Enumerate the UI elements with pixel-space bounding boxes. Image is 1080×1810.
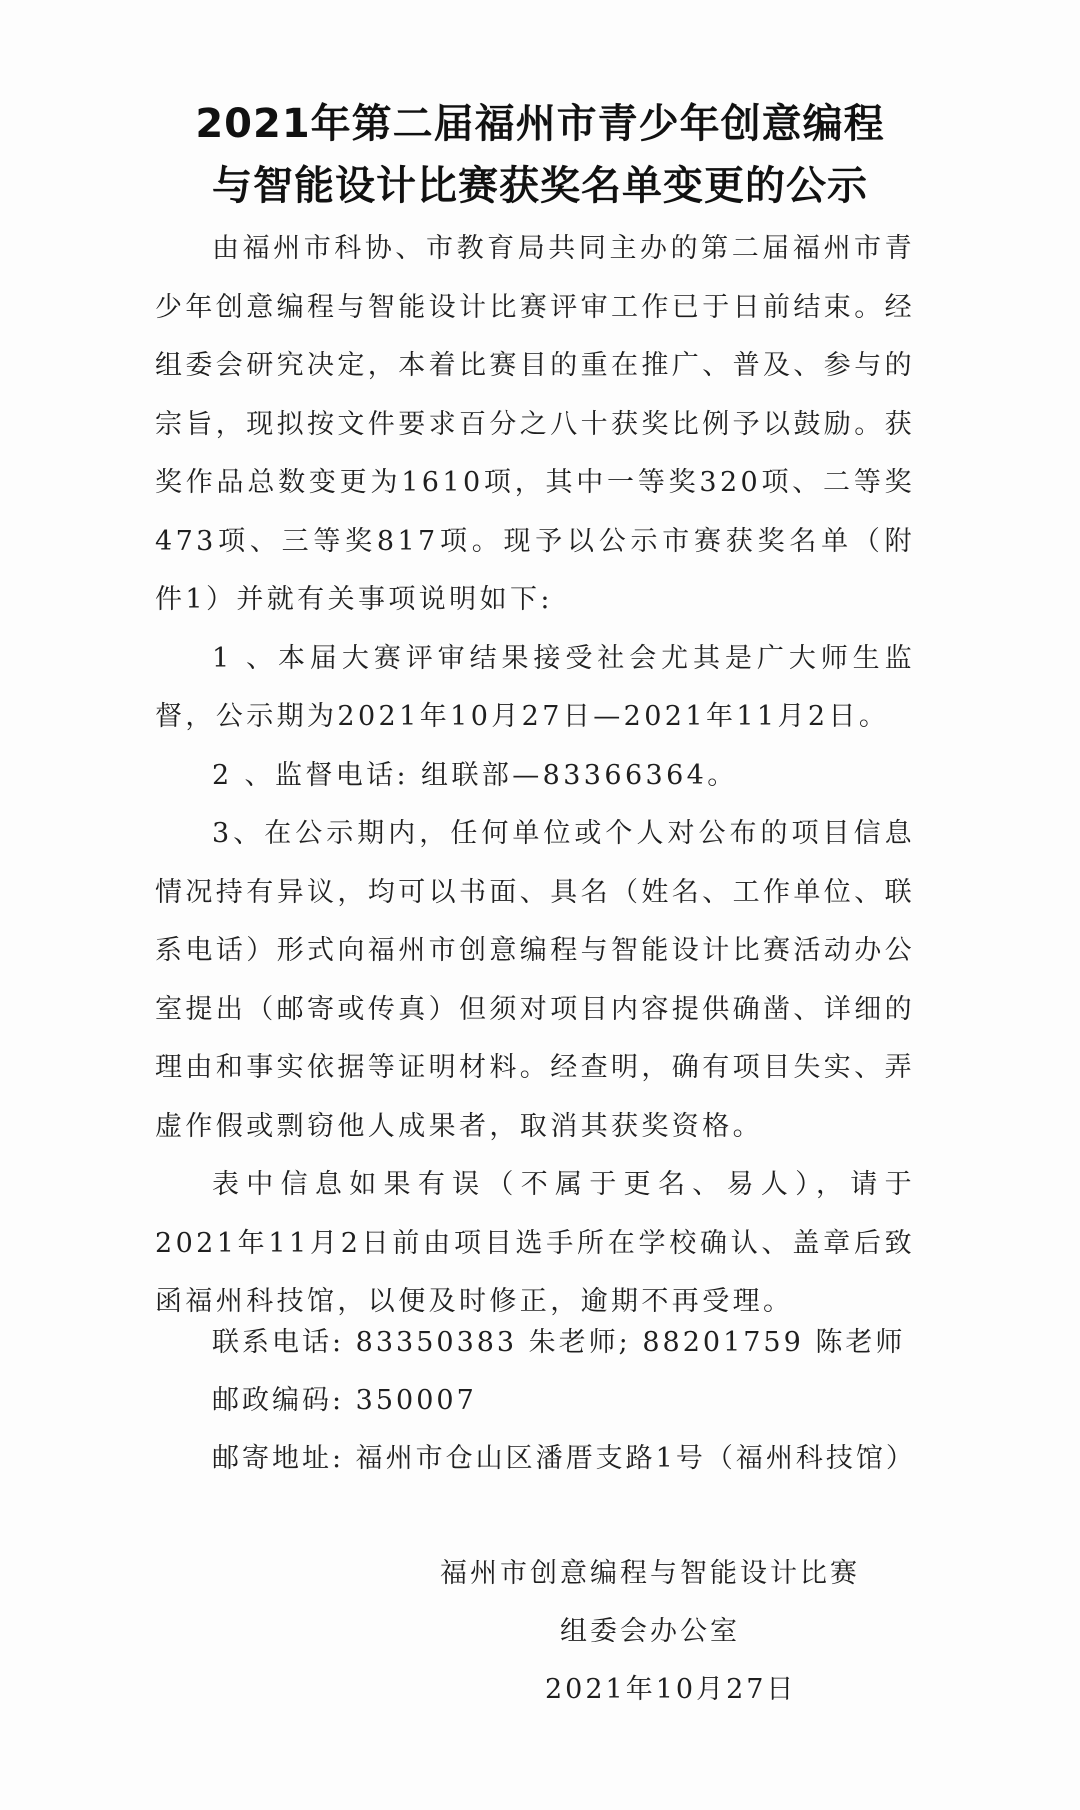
item-3-paragraph: 3、在公示期内，任何单位或个人对公布的项目信息情况持有异议，均可以书面、具名（姓名、工作单位、联系电话）形式向福州市创意编程与智能设计比赛活动办公室提出（邮寄或传真）但须对项目内容提供确凿、详细的理由和事实依据等证明材料。经查明，确有项目失实、弄虚作假或剽窃他人成果者，取消其获奖资格。	[155, 818, 915, 1142]
notice-title-line-1: 2021年第二届福州市青少年创意编程	[195, 101, 885, 147]
notice-body	[155, 220, 915, 1332]
contact-phone: 联系电话: 83350383 朱老师; 88201759 陈老师	[212, 1327, 906, 1358]
mail-address: 邮寄地址: 福州市仓山区潘厝支路1号（福州科技馆）	[212, 1443, 916, 1474]
notice-title-line-2: 与智能设计比赛获奖名单变更的公示	[212, 163, 868, 209]
signature-office: 组委会办公室	[560, 1616, 740, 1647]
intro-paragraph: 由福州市科协、市教育局共同主办的第二届福州市青少年创意编程与智能设计比赛评审工作已于日前结束。经组委会研究决定，本着比赛目的重在推广、普及、参与的宗旨，现拟按文件要求百分之八十获奖比例予以鼓励。获奖作品总数变更为1610项，其中一等奖320项、二等奖473项、三等奖817项。现予以公示市赛获奖名单（附件1）并就有关事项说明如下:	[155, 233, 915, 615]
signature-organization: 福州市创意编程与智能设计比赛	[440, 1558, 860, 1589]
item-1-paragraph: 1 、本届大赛评审结果接受社会尤其是广大师生监督，公示期为2021年10月27日—2021年11月2日。	[155, 642, 915, 732]
signature-date: 2021年10月27日	[545, 1674, 797, 1705]
postal-code: 邮政编码: 350007	[212, 1385, 477, 1416]
correction-paragraph: 表中信息如果有误（不属于更名、易人），请于2021年11月2日前由项目选手所在学校确认、盖章后致函福州科技馆，以便及时修正，逾期不再受理。	[155, 1169, 915, 1317]
item-2-paragraph: 2 、监督电话: 组联部—83366364。	[212, 759, 738, 791]
